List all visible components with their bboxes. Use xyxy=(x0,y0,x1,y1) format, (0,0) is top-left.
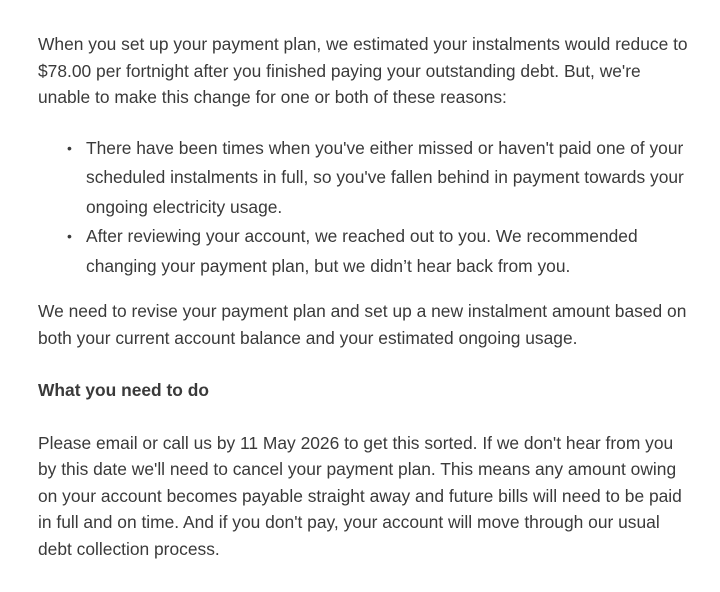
bullet-icon: • xyxy=(67,228,72,244)
section-heading: What you need to do xyxy=(38,380,209,400)
reason-text: After reviewing your account, we reached out to you. We recommended changing your payment plan, but we didn’t hear back from you. xyxy=(86,226,638,276)
bullet-icon: • xyxy=(67,139,72,156)
revise-paragraph: We need to revise your payment plan and set up a new instalment amount based on both your current account balance and your estimated ongoing usage. xyxy=(38,301,687,348)
list-item xyxy=(67,134,690,223)
reasons-list xyxy=(38,134,690,282)
list-item xyxy=(67,222,690,281)
action-paragraph: Please email or call us by 11 May 2026 to get this sorted. If we don't hear from you by this date we'll need to cancel your payment plan. This means any amount owing on your account becomes payable straight away and future bills will need to be paid in full and on time. And if you don't pay, your account will move through our usual debt collection process. xyxy=(38,432,682,559)
reason-text: There have been times when you've either missed or haven't paid one of your scheduled instalments in full, so you've fallen behind in payment towards your ongoing electricity usage. xyxy=(86,137,684,217)
intro-paragraph: When you set up your payment plan, we estimated your instalments would reduce to $78.00 per fortnight after you finished paying your outstanding debt. But, we're unable to make this change for one or both of these reasons: xyxy=(38,34,688,107)
